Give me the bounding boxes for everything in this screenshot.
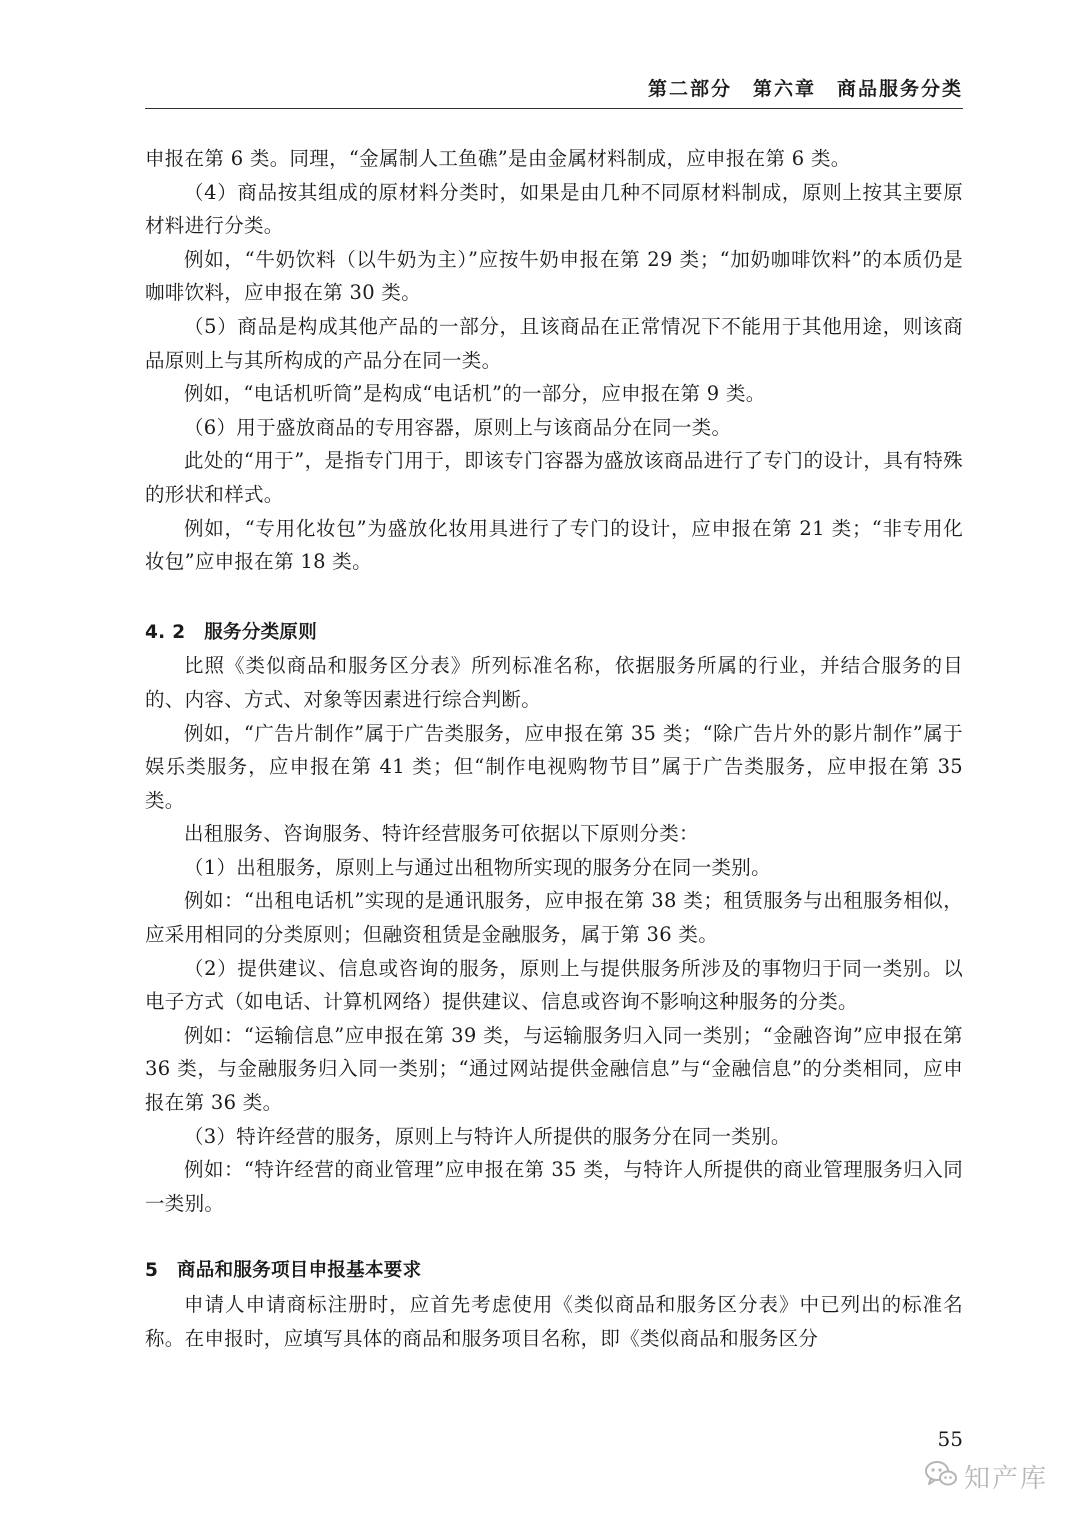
watermark-text: 知产库 xyxy=(964,1463,1049,1494)
paragraph: 比照《类似商品和服务区分表》所列标准名称，依据服务所属的行业，并结合服务的目的、内容、方式、对象等因素进行综合判断。 xyxy=(145,654,963,711)
watermark xyxy=(924,1456,1048,1496)
paragraph: 出租服务、咨询服务、特许经营服务可依据以下原则分类： xyxy=(184,822,699,846)
paragraph: 此处的“用于”，是指专门用于，即该专门容器为盛放该商品进行了专门的设计，具有特殊的形状和样式。 xyxy=(145,449,963,506)
paragraph: （1）出租服务，原则上与通过出租物所实现的服务分在同一类别。 xyxy=(184,855,771,879)
paragraph: 例如：“特许经营的商业管理”应申报在第 35 类，与特许人所提供的商业管理服务归入同一类别。 xyxy=(145,1158,963,1215)
paragraph: 例如：“出租电话机”实现的是通讯服务，应申报在第 38 类；租赁服务与出租服务相似，应采用相同的分类原则；但融资租赁是金融服务，属于第 36 类。 xyxy=(145,889,963,947)
paragraph: 申请人申请商标注册时，应首先考虑使用《类似商品和服务区分表》中已列出的标准名称。在申报时，应填写具体的商品和服务项目名称，即《类似商品和服务区分 xyxy=(145,1293,963,1350)
section-heading-5: 5 商品和服务项目申报基本要求 xyxy=(145,1260,422,1282)
paragraph: （6）用于盛放商品的专用容器，原则上与该商品分在同一类。 xyxy=(184,415,732,439)
paragraph: 例如，“专用化妆包”为盛放化妆用具进行了专门的设计，应申报在第 21 类；“非专用化妆包”应申报在第 18 类。 xyxy=(145,516,963,574)
paragraph: 例如，“牛奶饮料（以牛奶为主）”应按牛奶申报在第 29 类；“加奶咖啡饮料”的本质仍是咖啡饮料，应申报在第 30 类。 xyxy=(145,247,963,305)
header-title: 第二部分 第六章 商品服务分类 xyxy=(647,78,963,100)
paragraph: 例如：“运输信息”应申报在第 39 类，与运输服务归入同一类别；“金融咨询”应申报在第 36 类，与金融服务归入同一类别；“通过网站提供金融信息”与“金融信息”的分类相同，应申报在第 36 类。 xyxy=(145,1023,963,1115)
page-body xyxy=(145,142,963,1355)
paragraph: 例如，“广告片制作”属于广告类服务，应申报在第 35 类；“除广告片外的影片制作”属于娱乐类服务，应申报在第 41 类；但“制作电视购物节目”属于广告类服务，应申报在第 35 类。 xyxy=(145,721,963,812)
running-header xyxy=(145,72,963,109)
paragraph: 例如，“电话机听筒”是构成“电话机”的一部分，应申报在第 9 类。 xyxy=(184,382,766,406)
paragraph: （3）特许经营的服务，原则上与特许人所提供的服务分在同一类别。 xyxy=(184,1124,791,1148)
paragraph: （4）商品按其组成的原材料分类时，如果是由几种不同原材料制成，原则上按其主要原材料进行分类。 xyxy=(145,180,963,238)
paragraph: （5）商品是构成其他产品的一部分，且该商品在正常情况下不能用于其他用途，则该商品原则上与其所构成的产品分在同一类。 xyxy=(145,314,963,372)
wechat-icon xyxy=(924,1459,958,1493)
page-number: 55 xyxy=(937,1427,963,1451)
section-heading-4-2: 4. 2 服务分类原则 xyxy=(145,621,318,643)
paragraph: 申报在第 6 类。同理，“金属制人工鱼礁”是由金属材料制成，应申报在第 6 类。 xyxy=(145,147,851,170)
paragraph: （2）提供建议、信息或咨询的服务，原则上与提供服务所涉及的事物归于同一类别。以电子方式（如电话、计算机网络）提供建议、信息或咨询不影响这种服务的分类。 xyxy=(145,956,963,1014)
